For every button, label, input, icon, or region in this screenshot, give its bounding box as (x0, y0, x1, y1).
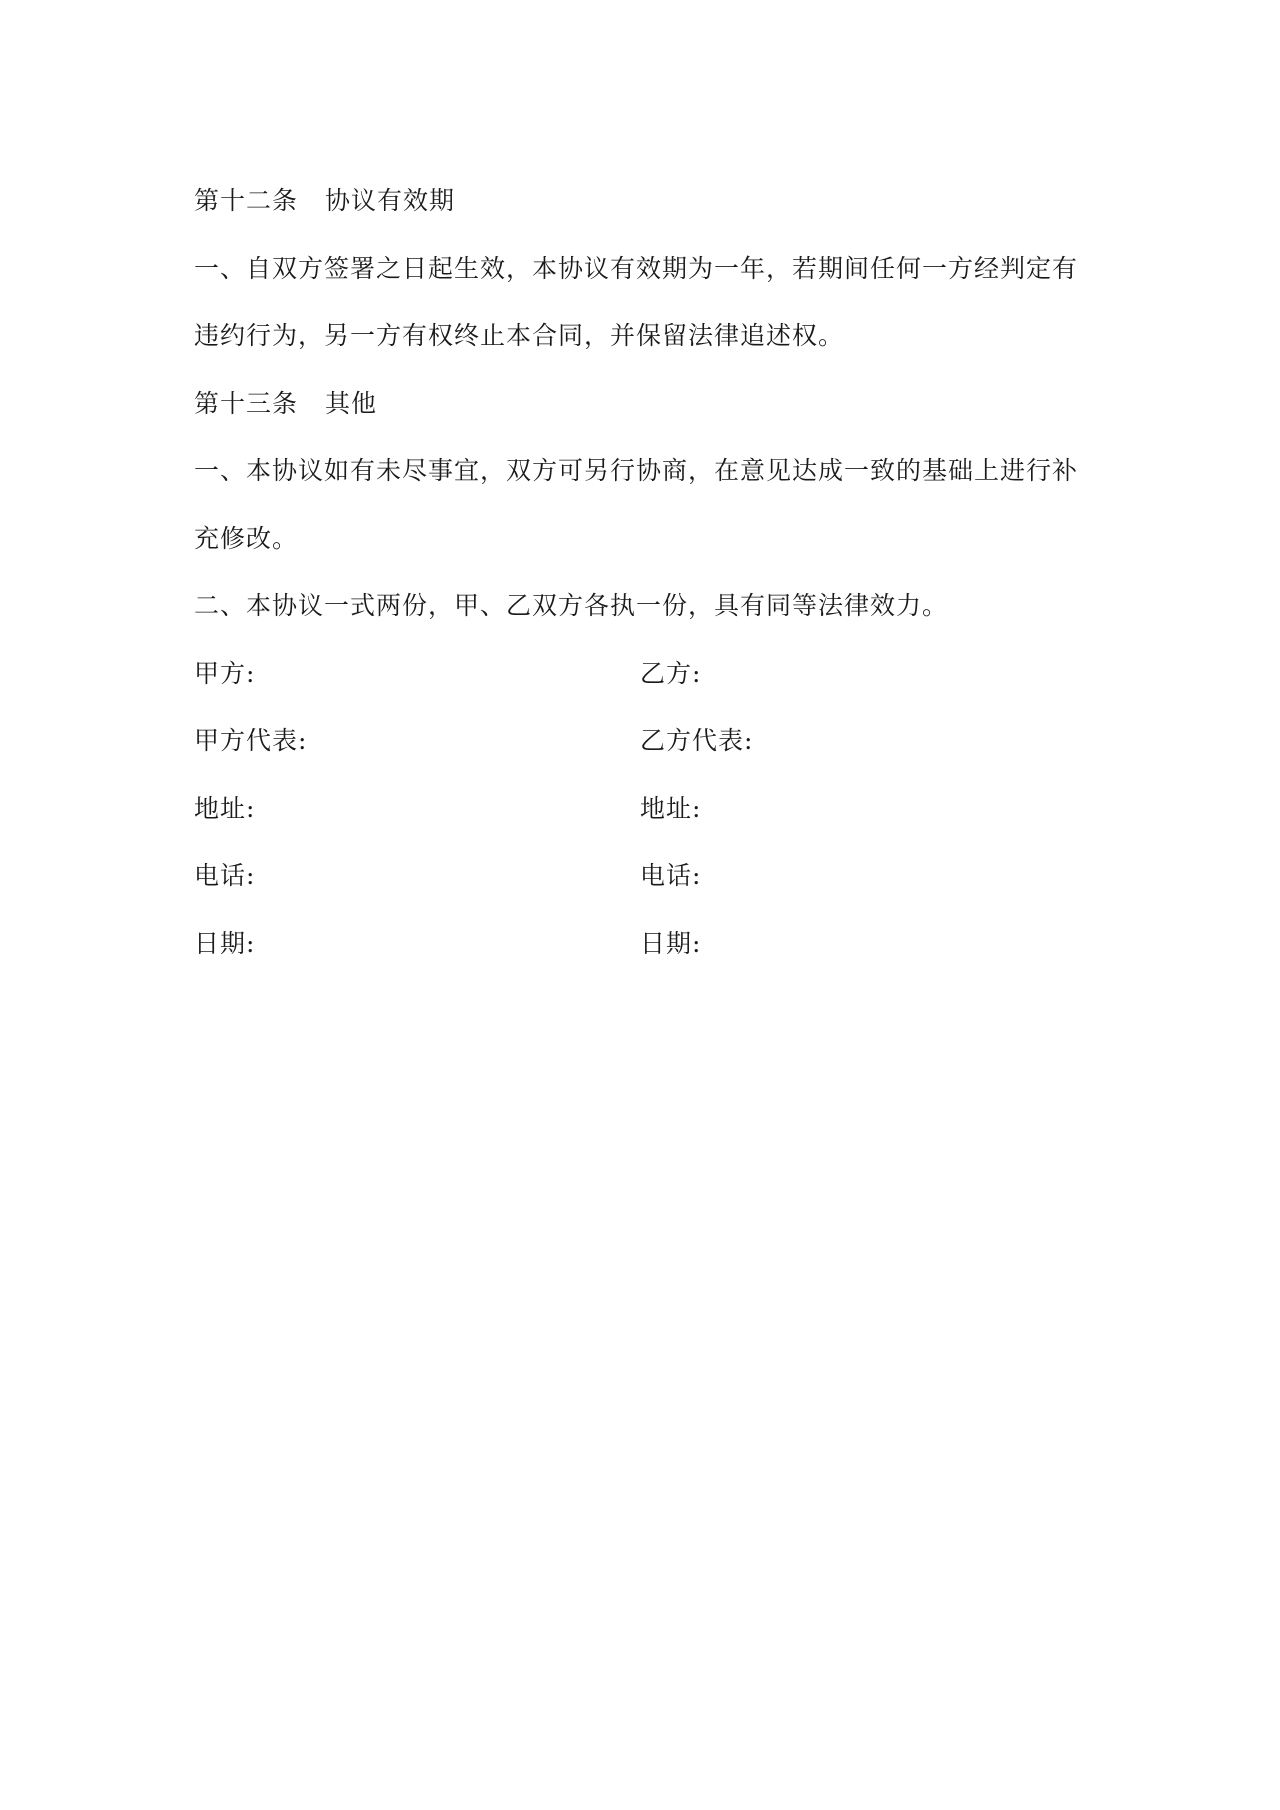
signature-row-date (194, 910, 1084, 978)
document-body (194, 167, 1084, 977)
article-12-clause-1-line-2: 违约行为，另一方有权终止本合同，并保留法律追述权。 (194, 321, 845, 350)
article-12-title: 协议有效期 (325, 186, 456, 215)
signature-row-representative (194, 707, 1084, 775)
article-13-clause-2: 二、本协议一式两份，甲、乙双方各执一份，具有同等法律效力。 (194, 591, 949, 620)
party-b-phone-label: 电话: (640, 861, 702, 890)
article-13-clause-1-line-2: 充修改。 (194, 523, 299, 553)
signature-row-phone (194, 842, 1084, 910)
party-a-date-label: 日期: (194, 928, 256, 958)
signature-row-address (194, 775, 1084, 843)
article-12-clause-1-line-1: 一、自双方签署之日起生效，本协议有效期为一年，若期间任何一方经判定有 (194, 253, 1079, 283)
article-12-heading (194, 167, 1084, 235)
party-a-phone-label: 电话: (194, 861, 256, 890)
party-a-address-label: 地址: (194, 793, 256, 823)
article-12-number: 第十二条 (194, 186, 299, 215)
party-b-representative-label: 乙方代表: (640, 726, 754, 755)
party-a-representative-label: 甲方代表: (194, 726, 308, 755)
article-13-clause-1-line-1: 一、本协议如有未尽事宜，双方可另行协商，在意见达成一致的基础上进行补 (194, 456, 1079, 485)
party-b-address-label: 地址: (640, 793, 702, 823)
signature-row-party (194, 640, 1084, 708)
article-13-heading (194, 370, 1084, 438)
article-13-number: 第十三条 (194, 388, 299, 418)
party-b-label: 乙方: (640, 658, 702, 688)
article-13-title: 其他 (325, 388, 378, 418)
party-b-date-label: 日期: (640, 928, 702, 958)
party-a-label: 甲方: (194, 658, 256, 688)
